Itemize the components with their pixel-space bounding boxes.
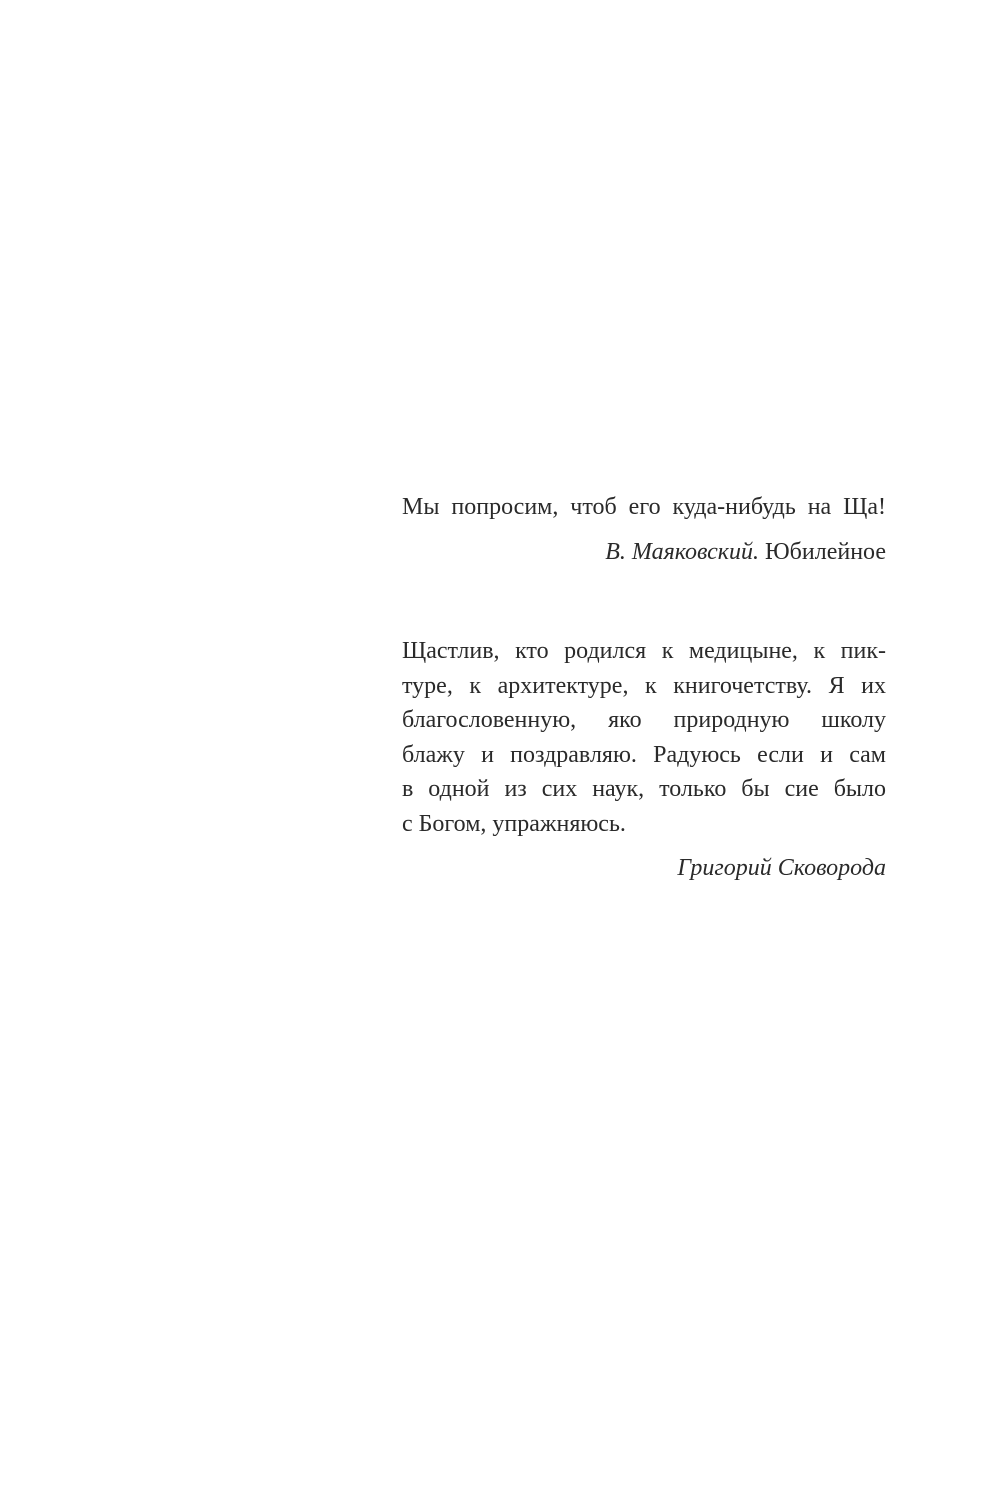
quote-line: с Богом, упражняюсь. xyxy=(402,810,626,837)
quote-line: благословенную, яко природную школу xyxy=(402,707,886,733)
quote-line: в одной из сих наук, только бы сие было xyxy=(402,776,886,802)
quote-line: блажу и поздравляю. Радуюсь если и сам xyxy=(402,741,886,768)
epigraph-skovoroda xyxy=(402,634,886,886)
quote-line: Щастлив, кто родился к медицыне, к пик- xyxy=(402,638,886,664)
attribution-author: Григорий Сковорода xyxy=(677,855,886,881)
epigraph-mayakovsky xyxy=(402,490,886,569)
quote-line: туре, к архитектуре, к книгочетству. Я их xyxy=(402,672,886,699)
epigraph-quote: Мы попросим, чтоб его куда-нибудь на Ща! xyxy=(402,494,886,520)
epigraph-attribution xyxy=(402,851,886,886)
attribution-author: В. Маяковский. xyxy=(605,538,760,565)
epigraph-attribution xyxy=(402,535,886,570)
attribution-work: Юбилейное xyxy=(765,538,886,565)
